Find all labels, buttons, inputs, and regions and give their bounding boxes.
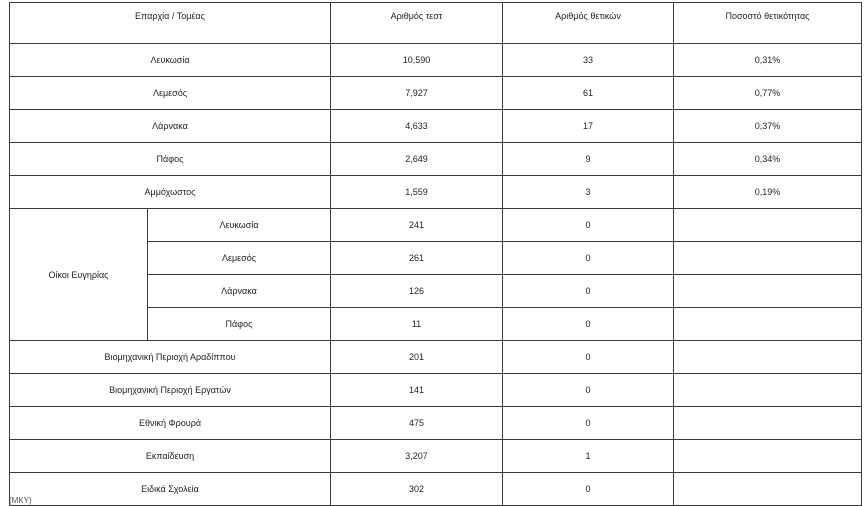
header-positivity-rate: Ποσοστό θετικότητας	[674, 3, 862, 44]
table-header-row	[10, 3, 862, 44]
cell-tests: 261	[331, 242, 503, 275]
cell-tests: 2,649	[331, 143, 503, 176]
cell-rate: 0,37%	[674, 110, 862, 143]
row-sublabel: Πάφος	[148, 308, 331, 341]
cell-tests: 3,207	[331, 440, 503, 473]
cell-tests: 141	[331, 374, 503, 407]
table-row	[10, 176, 862, 209]
testing-results-table	[9, 2, 862, 506]
cell-rate	[674, 440, 862, 473]
table-row	[10, 110, 862, 143]
cell-positives: 17	[503, 110, 674, 143]
cell-positives: 1	[503, 440, 674, 473]
cell-tests: 7,927	[331, 77, 503, 110]
cell-positives: 0	[503, 308, 674, 341]
cell-rate	[674, 374, 862, 407]
cell-tests: 302	[331, 473, 503, 506]
cell-rate	[674, 341, 862, 374]
cell-rate: 0,34%	[674, 143, 862, 176]
row-label: Βιομηχανική Περιοχή Εργατών	[10, 374, 331, 407]
cell-positives: 0	[503, 341, 674, 374]
cell-positives: 0	[503, 374, 674, 407]
cell-tests: 475	[331, 407, 503, 440]
table-row	[10, 341, 862, 374]
cell-tests: 241	[331, 209, 503, 242]
cell-positives: 3	[503, 176, 674, 209]
cell-rate	[674, 209, 862, 242]
table-row	[10, 407, 862, 440]
row-label: Αμμόχωστος	[10, 176, 331, 209]
cell-rate	[674, 308, 862, 341]
source-note: (ΜΚΥ)	[9, 496, 32, 505]
cell-rate	[674, 242, 862, 275]
row-label: Λευκωσία	[10, 44, 331, 77]
table-row	[10, 374, 862, 407]
cell-positives: 61	[503, 77, 674, 110]
table-row	[10, 440, 862, 473]
row-label: Εθνική Φρουρά	[10, 407, 331, 440]
cell-rate: 0,19%	[674, 176, 862, 209]
table-row	[10, 473, 862, 506]
header-positive-count: Αριθμός θετικών	[503, 3, 674, 44]
row-sublabel: Λευκωσία	[148, 209, 331, 242]
header-test-count: Αριθμός τεστ	[331, 3, 503, 44]
cell-tests: 4,633	[331, 110, 503, 143]
table-row	[10, 209, 862, 242]
cell-positives: 33	[503, 44, 674, 77]
cell-tests: 126	[331, 275, 503, 308]
cell-tests: 1,559	[331, 176, 503, 209]
row-label: Ειδικά Σχολεία	[10, 473, 331, 506]
row-label: Εκπαίδευση	[10, 440, 331, 473]
row-sublabel: Λεμεσός	[148, 242, 331, 275]
table-row	[10, 77, 862, 110]
cell-tests: 201	[331, 341, 503, 374]
cell-rate: 0,31%	[674, 44, 862, 77]
cell-rate: 0,77%	[674, 77, 862, 110]
row-label: Πάφος	[10, 143, 331, 176]
row-sublabel: Λάρνακα	[148, 275, 331, 308]
cell-positives: 0	[503, 275, 674, 308]
table-row	[10, 44, 862, 77]
cell-positives: 0	[503, 209, 674, 242]
cell-rate	[674, 473, 862, 506]
cell-positives: 0	[503, 242, 674, 275]
row-label: Λεμεσός	[10, 77, 331, 110]
cell-rate	[674, 275, 862, 308]
cell-tests: 11	[331, 308, 503, 341]
header-district-sector: Επαρχία / Τομέας	[10, 3, 331, 44]
cell-positives: 9	[503, 143, 674, 176]
row-label: Λάρνακα	[10, 110, 331, 143]
cell-positives: 0	[503, 407, 674, 440]
row-label: Βιομηχανική Περιοχή Αραδίππου	[10, 341, 331, 374]
cell-rate	[674, 407, 862, 440]
table-row	[10, 143, 862, 176]
group-label-care-homes: Οίκοι Ευγηρίας	[10, 209, 148, 341]
cell-positives: 0	[503, 473, 674, 506]
cell-tests: 10,590	[331, 44, 503, 77]
